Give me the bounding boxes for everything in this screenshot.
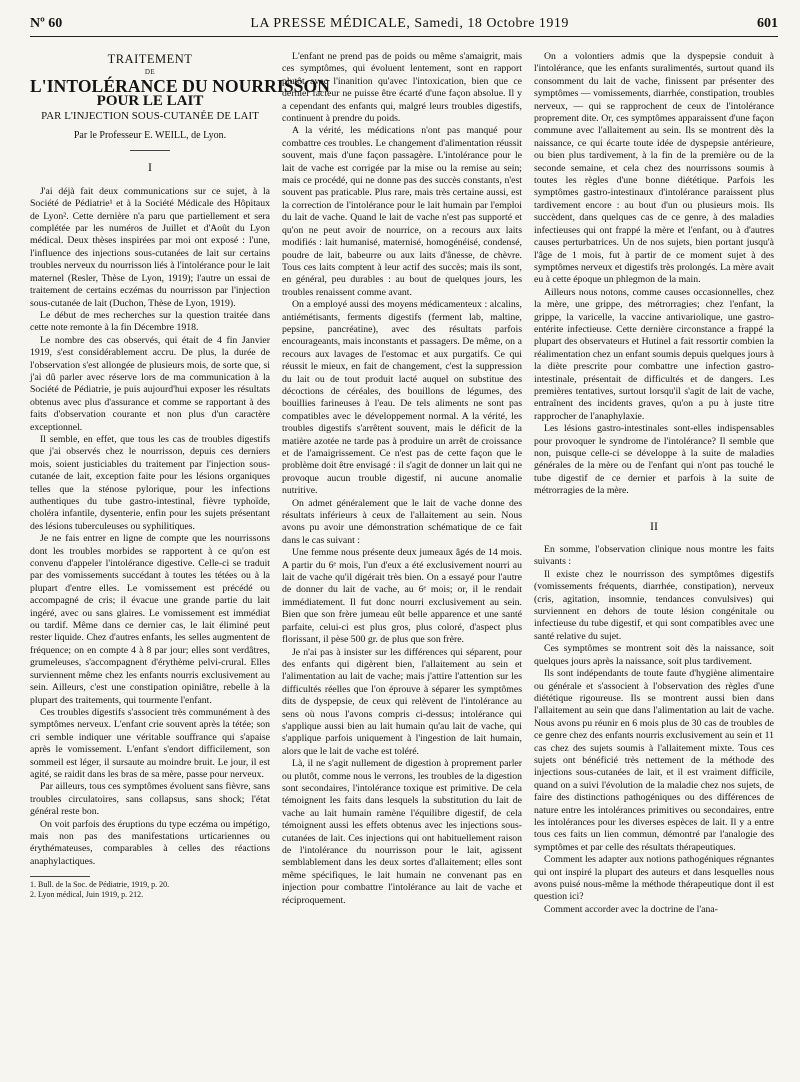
- title-line-2: DE: [144, 68, 156, 77]
- column-1-body: [30, 186, 270, 868]
- paragraph: Par ailleurs, tous ces symptômes évoluent sans fièvre, sans troubles circulatoires, sans collapsus, sans shock; l'état général reste bon.: [30, 781, 270, 818]
- paragraph: En somme, l'observation clinique nous montre les faits suivants :: [534, 544, 774, 568]
- paragraph: L'enfant ne prend pas de poids ou même s'amaigrit, mais ces symptômes, qui évoluent lentement, sont en rapport plutôt avec l'inanition qu'avec l'intoxication, bien que ce dernier facteur ne puisse être écarté d'une façon absolue. Il y a cependant des enfants qui, malgré leurs troubles digestifs, continuent à prendre du poids.: [282, 51, 522, 125]
- paragraph: Je ne fais entrer en ligne de compte que les nourrissons dont les troubles morbides se rapportent à ce qu'on est convenu d'appeler l'intolérance digestive. Celle-ci se traduit par des vomissements succédant à toutes les tétées ou à la plupart d'entre elles. Le vomissement est précédé ou accompagné de cris; il évacue une grande partie du lait ingéré, avec ou sans glaires. Le vomissement est immédiat ou tardif. Même dans ce dernier cas, le lait éliminé peut rester liquide. Chez d'autres enfants, les selles augmentent de fréquence; on en compte 4 à 8 par jour; elles sont verdâtres, grumeleuses, s'accompagnent d'érythème pelvi-crural. Elles surviennent même chez les enfants nourris exclusivement au sein. Ailleurs, c'est une constipation opiniâtre, rebelle à la plupart des traitements, qui tourmente l'enfant.: [30, 533, 270, 706]
- article-title: L'INTOLÉRANCE DU NOURRISSON: [30, 75, 330, 96]
- paragraph: Comment les adapter aux notions pathogéniques régnantes qui ont inspiré la plupart des auteurs et dans lesquelles nous avons puisé nous-même la méthode thérapeutique dont il est question ici?: [534, 854, 774, 903]
- title-line-1: TRAITEMENT: [107, 52, 193, 66]
- column-1: [30, 51, 330, 1071]
- paragraph: On a employé aussi des moyens médicamenteux : alcalins, antiémétisants, ferments digestifs (ferment lab, maltine, pepsine, pancréatine), avec des résultats parfois encourageants, mais inconstants et passagers. De même, on a recours aux lavages de l'estomac et aux purgatifs. Ce qui réussit le mieux, en fait de changement, c'est la suppression du lait ou de tout produit lacté auquel on substitue des décoctions de céréales, des bouillons de légumes, des bouillies farineuses à l'eau. De tels aliments ne sont pas compatibles avec le développement normal. A la vérité, les troubles digestifs s'arrêtent souvent, mais le déficit de la matière azotée ne tarde pas à produire un arrêt de croissance et de l'amaigrissement. Ce n'est pas de cette façon que le problème doit être envisagé : il s'agit de donner un lait qui ne provoque aucun trouble digestif, ni aucune anomalie nutritive.: [282, 299, 522, 497]
- section-number-1: I: [148, 160, 152, 175]
- paragraph: Ils sont indépendants de toute faute d'hygiène alimentaire ou générale et s'associent à l'observation des règles d'une diététique rigoureuse. Ils se montrent aussi bien dans l'allaitement au sein que dans l'alimentation au lait de vache. Nous avons pu réunir en 6 mois plus de 30 cas de troubles de ce genre chez des enfants nourris exclusivement au sein et 11 cas chez des sujets soumis à l'allaitement mixte. Tous ces sujets ont bénéficié très nettement de la méthode des injections sous-cutanées de lait, et il est vraiment difficile, quand on a suivi l'évolution de la maladie chez nos sujets, de faire des distinctions pathogéniques ou des différences de nature entre les intolérances primitives ou secondaires, entre les intolérances pour les diverses espèces de lait. Il y a entre tous ces faits un lien commun, démontré par l'analogie des symptômes et par celle des résultats thérapeutiques.: [534, 668, 774, 853]
- paragraph: J'ai déjà fait deux communications sur ce sujet, à la Société de Pédiatrie¹ et à la Société Médicale des Hôpitaux de Lyon². Cette dernière n'a paru que partiellement et sera complétée par les numéros de Juillet et d'Août du Lyon médical. Deux thèses inspirées par moi ont exposé : l'une, l'influence des injections sous-cutanées de lait sur certains troubles nerveux du nourrisson liés à l'intolérance pour le lait maternel (Resler, Thèse de Lyon, 1919); l'autre un essai de traitement de certains eczémas du nourrisson par l'injection sous-cutanée de lait (Duchon, Thèse de Lyon, 1919).: [30, 185, 270, 309]
- paragraph: Il semble, en effet, que tous les cas de troubles digestifs que j'ai observés chez le nourrisson, depuis ces derniers mois, soient justiciables du traitement par l'injection sous-cutanée de lait, exception faite pour les lésions organiques telles que la sténose pylorique, pour les infections authentiques du tube gastro-intestinal, fièvre typhoïde, choléra infantile, dysenterie, enfin pour les sujets présentant des lésions tuberculeuses ou syphilitiques.: [30, 433, 270, 532]
- footnote: 1. Bull. de la Soc. de Pédiatrie, 1919, p. 20.: [30, 880, 170, 890]
- article-heading: [30, 52, 330, 175]
- paragraph: On a volontiers admis que la dyspepsie conduit à l'intolérance, que les enfants suralimentés, surtout quand ils consomment du lait de vache, finissent par présenter des symptômes — vomissements, diarrhée, constipation, troubles nerveux, — qui se rapprochent de ceux de l'intolérance proprement dite. Or, ces symptômes apparaissent d'une façon commune avec l'allaitement au sein. Ils se montrent dès la naissance, ce qui écarte toute idée de dyspepsie antérieure, ou bien plus tardivement, à la fin de la première ou de la seconde semaine, et cela chez des nourrissons soumis à toutes les règles d'une bonne diététique. Parfois les symptômes gastro-intestinaux d'intolérance paraissent plus tardivement encore : au bout d'un ou plusieurs mois. Ils succèdent, dans quelques cas de ce genre, à des maladies infectieuses qui ont frappé la mère et l'enfant, ou à d'autres causes perturbatrices. Un de nos sujets, bien portant jusqu'à l'âge de 1 mois, fut à partir de ce moment sujet à des symptômes nerveux et digestifs très prolongés. La mère avait eu à cette époque un phlegmon de la main.: [534, 51, 774, 286]
- column-3-part-1: [534, 51, 774, 498]
- paragraph: Là, il ne s'agit nullement de digestion à proprement parler ou plutôt, comme nous le verrons, les troubles de la digestion sont secondaires, l'intolérance toxique est primitive. De cela témoignent les faits dans lesquels la substitution du lait de vache au lait humain ramène l'équilibre digestif, de cela témoignent aussi les effets obtenus avec les injections sous-cutanées de lait. Ces injections qui ont habituellement raison de l'intolérance du nourrisson pour le lait, agissent semblablement dans les deux sortes d'allaitement; elles sont même spécifiques, le lait humain ne convenant pas en injection pour combattre l'intolérance au lait de vache et réciproquement.: [282, 758, 522, 906]
- paragraph: Le début de mes recherches sur la question traitée dans cette note remonte à la fin Décembre 1918.: [30, 309, 270, 334]
- footnote: 2. Lyon médical, Juin 1919, p. 212.: [30, 890, 144, 900]
- paragraph: Le nombre des cas observés, qui était de 4 fin Janvier 1919, s'est considérablement accru. De plus, la durée de l'observation s'est allongée de plusieurs mois, de sorte que, si j'ai dû parler avec réserve lors de ma communication à la Société de Pédiatrie, je puis aujourd'hui exposer les résultats obtenus avec plus d'assurance et comme se rapportant à des faits d'observation courante et non plus d'un caractère exceptionnel.: [30, 334, 270, 433]
- paragraph: A la vérité, les médications n'ont pas manqué pour combattre ces troubles. Le changement d'alimentation réussit souvent, mais d'une façon passagère. L'intolérance pour le lait de vache est corrigée par la mise ou la remise au sein; mais ce procédé, qui ne donne pas des succès constants, n'est souvent pas praticable. Plus rare, mais très certaine aussi, est la correction de l'intolérance pour le lait humain par l'emploi du lait de vache. Quand le lait de vache n'est pas supporté et qu'on ne peut avoir de nourrice, on a recours aux laits modifiés : lait humanisé, maternisé, homogénéisé, condensé, poudre de lait, babeurre ou aux laits d'ânesse, de chèvre. Tous ces laits comptent à leur actif des succès; mais ils sont, en général, peu durables : au bout de quelques jours, les troubles renaissent comme avant.: [282, 125, 522, 298]
- title-line-4: POUR LE LAIT: [96, 93, 204, 110]
- footnotes: [30, 880, 270, 900]
- paragraph: Comment accorder avec la doctrine de l'ana-: [544, 903, 718, 915]
- issue-number: Nº 60: [30, 16, 63, 31]
- paragraph: Il existe chez le nourrisson des symptômes digestifs (vomissements fréquents, diarrhée, constipation), nerveux (cris, agitation, insomnie, tendances convulsives) qui surviennent en dehors de toute lésion congénitale ou infectieuse du tube digestif, et qui sont compatibles avec une santé relative du sujet.: [534, 568, 774, 642]
- paragraph: Une femme nous présente deux jumeaux âgés de 14 mois. A partir du 6ᵉ mois, l'un d'eux a été exclusivement nourri au lait de vache qu'il digérait très bien. On a essayé pour l'autre de donner du lait de vache, au 6ᵉ mois; or, il le rendait immédiatement. Il fut donc nourri exclusivement au sein. Bien que son frère jumeau eût belle apparence et une santé parfaite, celui-ci est plus gros, plus coloré, d'aspect plus florissant, il pèse 500 gr. de plus que son frère.: [282, 547, 522, 646]
- journal-title: LA PRESSE MÉDICALE, Samedi, 18 Octobre 1919: [250, 16, 569, 31]
- column-3-part-2: [534, 544, 774, 916]
- column-3: [534, 51, 774, 1071]
- paragraph: Ces symptômes se montrent soit dès la naissance, soit quelques jours après la naissance, soit plus tardivement.: [534, 643, 774, 667]
- page-number: 601: [757, 16, 778, 31]
- column-2: [282, 51, 522, 1071]
- paragraph: Ces troubles digestifs s'associent très communément à des symptômes nerveux. L'enfant crie souvent après la tétée; son cri semble indiquer une véritable souffrance qui s'apaise après le vomissement. L'enfant s'endort difficilement, son sommeil est léger, il sursaute au moindre bruit. Le jour, il est agité, se raidit dans les bras de sa mère, passe pour nerveux.: [30, 706, 270, 780]
- paragraph: On admet généralement que le lait de vache donne des résultats inférieurs à ceux de l'allaitement au sein. Nous avons pu avoir une démonstration schématique de ce fait dans le cas suivant :: [282, 497, 522, 546]
- section-number-2: II: [650, 518, 658, 533]
- paragraph: Ailleurs nous notons, comme causes occasionnelles, chez la mère, une grippe, des métrorragies; chez l'enfant, la grippe, la varicelle, la vaccine antivariolique, une gastro-entérite infectieuse. Cette dernière circonstance a frappé la plupart des observateurs et Hutinel a fait ressortir combien la réalimentation chez un enfant soumis depuis quelques jours à la diète prescrite pour combattre une infection gastro-intestinale, présentait de difficultés et de dangers. Les premières tentatives, surtout lorsqu'il s'agit de lait de vache, entraînent des incidents graves, qu'on a pu à juste titre rapprocher de l'anaphylaxie.: [534, 286, 774, 422]
- paragraph: Les lésions gastro-intestinales sont-elles indispensables pour provoquer le syndrome de l'intolérance? Il semble que non, puisque celle-ci se développe à la suite de maladies générales de la mère ou de l'enfant qui n'ont pas touché le tube digestif de ce dernier et parfois à la suite de métrorragies de la mère.: [534, 423, 774, 497]
- author-line: Par le Professeur E. WEILL, de Lyon.: [73, 130, 227, 142]
- paragraph: On voit parfois des éruptions du type eczéma ou impétigo, mais non pas des manifestations urticariennes ou érythémateuses, comparables à celles des réactions anaphylactiques.: [30, 818, 270, 867]
- divider: [130, 150, 170, 151]
- running-header: [30, 16, 778, 37]
- paragraph: Je n'ai pas à insister sur les différences qui séparent, pour des enfants qui digèrent bien, l'allaitement au sein et l'alimentation au lait de vache; mais j'attire l'attention sur les difficultés réelles que l'on éprouve à séparer les symptômes dits de dyspepsie, de ceux qui relèvent de l'intolérance au sens où nous l'avons compris ci-dessus; intolérance qui s'applique aussi bien au lait humain qu'au lait de vache, qui s'applique parfois uniquement à l'ingestion de lait humain, alors que le lait de vache est toléré.: [282, 646, 522, 757]
- text-columns: [30, 51, 778, 1071]
- article-subtitle: PAR L'INJECTION SOUS-CUTANÉE DE LAIT: [41, 109, 259, 122]
